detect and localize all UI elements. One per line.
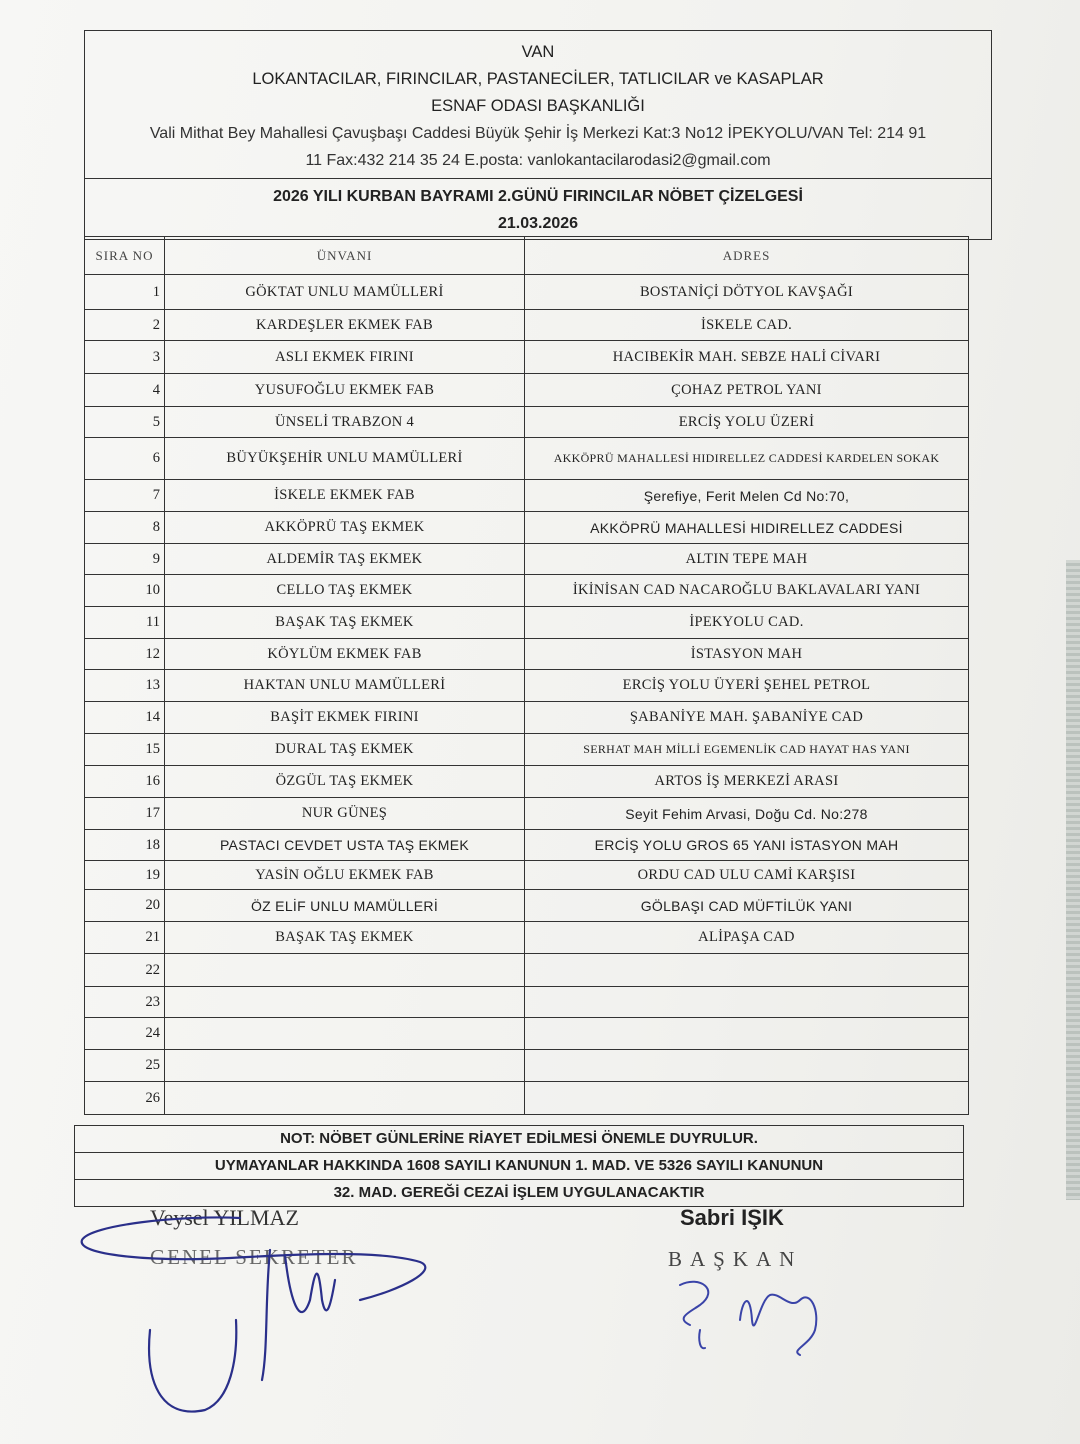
row-number: 15 — [85, 734, 165, 766]
bakery-name: PASTACI CEVDET USTA TAŞ EKMEK — [165, 830, 525, 861]
bakery-name: KARDEŞLER EKMEK FAB — [165, 310, 525, 341]
secretary-name: Veysel YILMAZ — [150, 1205, 299, 1230]
bakery-address: SERHAT MAH MİLLİ EGEMENLİK CAD HAYAT HAS YANI — [525, 734, 969, 766]
bakery-address: ARTOS İŞ MERKEZİ ARASI — [525, 766, 969, 798]
org-contact: 11 Fax:432 214 35 24 E.posta: vanlokantacilarodasi2@gmail.com — [305, 152, 771, 169]
bakery-name: ÖZ ELİF UNLU MAMÜLLERİ — [165, 890, 525, 922]
row-number: 20 — [85, 890, 165, 922]
bakery-address: ÇOHAZ PETROL YANI — [525, 374, 969, 407]
row-number: 13 — [85, 670, 165, 702]
note-line-3: 32. MAD. GEREĞİ CEZAİ İŞLEM UYGULANACAKTIR — [333, 1184, 705, 1201]
bakery-address: ALİPAŞA CAD — [525, 922, 969, 954]
row-number: 26 — [85, 1082, 165, 1115]
row-number: 14 — [85, 702, 165, 734]
bakery-address: ERCİŞ YOLU GROS 65 YANI İSTASYON MAH — [525, 830, 969, 861]
row-number: 24 — [85, 1018, 165, 1050]
column-header-address: ADRES — [525, 237, 969, 275]
bakery-name: ÜNSELİ TRABZON 4 — [165, 407, 525, 438]
row-number: 3 — [85, 341, 165, 374]
bakery-name: CELLO TAŞ EKMEK — [165, 575, 525, 607]
row-number: 7 — [85, 480, 165, 512]
row-number: 25 — [85, 1050, 165, 1082]
bakery-name: ALDEMİR TAŞ EKMEK — [165, 544, 525, 575]
bakery-name: ÖZGÜL TAŞ EKMEK — [165, 766, 525, 798]
row-number: 2 — [85, 310, 165, 341]
bakery-address: İPEKYOLU CAD. — [525, 607, 969, 639]
schedule-title-text: 2026 YILI KURBAN BAYRAMI 2.GÜNÜ FIRINCILAR NÖBET ÇİZELGESİ — [273, 188, 803, 205]
bakery-address: ERCİŞ YOLU ÜYERİ ŞEHEL PETROL — [525, 670, 969, 702]
row-number: 10 — [85, 575, 165, 607]
bakery-address: İKİNİSAN CAD NACAROĞLU BAKLAVALARI YANI — [525, 575, 969, 607]
row-number: 6 — [85, 438, 165, 480]
row-number: 16 — [85, 766, 165, 798]
bakery-address: Seyit Fehim Arvasi, Doğu Cd. No:278 — [525, 798, 969, 830]
org-name-line1: LOKANTACILAR, FIRINCILAR, PASTANECİLER, TATLICILAR ve KASAPLAR — [252, 70, 824, 88]
bakery-name: HAKTAN UNLU MAMÜLLERİ — [165, 670, 525, 702]
bakery-name: NUR GÜNEŞ — [165, 798, 525, 830]
row-number: 1 — [85, 275, 165, 310]
bakery-address: HACIBEKİR MAH. SEBZE HALİ CİVARI — [525, 341, 969, 374]
bakery-name: GÖKTAT UNLU MAMÜLLERİ — [165, 275, 525, 310]
bakery-address: GÖLBAŞI CAD MÜFTİLÜK YANI — [525, 890, 969, 922]
secretary-title: GENEL SEKRETER — [150, 1245, 358, 1269]
bakery-address: İSTASYON MAH — [525, 639, 969, 670]
org-name-line2: ESNAF ODASI BAŞKANLIĞI — [431, 97, 645, 115]
schedule-date: 21.03.2026 — [497, 215, 579, 232]
row-number: 21 — [85, 922, 165, 954]
row-number: 22 — [85, 954, 165, 987]
bakery-name: BAŞAK TAŞ EKMEK — [165, 607, 525, 639]
bakery-name: İSKELE EKMEK FAB — [165, 480, 525, 512]
bakery-name: AKKÖPRÜ TAŞ EKMEK — [165, 512, 525, 544]
bakery-name: BÜYÜKŞEHİR UNLU MAMÜLLERİ — [165, 438, 525, 480]
bakery-address: Şerefiye, Ferit Melen Cd No:70, — [525, 480, 969, 512]
row-number: 4 — [85, 374, 165, 407]
city-title: VAN — [521, 43, 555, 61]
bakery-address: BOSTANİÇİ DÖTYOL KAVŞAĞI — [525, 275, 969, 310]
bakery-name: KÖYLÜM EKMEK FAB — [165, 639, 525, 670]
row-number: 12 — [85, 639, 165, 670]
bakery-name: YUSUFOĞLU EKMEK FAB — [165, 374, 525, 407]
note-line-1: NOT: NÖBET GÜNLERİNE RİAYET EDİLMESİ ÖNEMLE DUYRULUR. — [75, 1126, 963, 1153]
row-number: 11 — [85, 607, 165, 639]
bakery-address: ERCİŞ YOLU ÜZERİ — [525, 407, 969, 438]
row-number: 8 — [85, 512, 165, 544]
president-name: Sabri IŞIK — [680, 1205, 784, 1230]
bakery-name: YASİN OĞLU EKMEK FAB — [165, 861, 525, 890]
row-number: 17 — [85, 798, 165, 830]
bakery-address: AKKÖPRÜ MAHALLESİ HIDIRELLEZ CADDESİ — [525, 512, 969, 544]
bakery-address: AKKÖPRÜ MAHALLESİ HIDIRELLEZ CADDESİ KARDELEN SOKAK — [525, 438, 969, 480]
secretary-signature-ink — [82, 1217, 426, 1411]
bakery-address: ŞABANİYE MAH. ŞABANİYE CAD — [525, 702, 969, 734]
column-header-name: ÜNVANI — [165, 237, 525, 275]
bakery-address: İSKELE CAD. — [525, 310, 969, 341]
row-number: 23 — [85, 987, 165, 1018]
row-number: 9 — [85, 544, 165, 575]
note-line-2: UYMAYANLAR HAKKINDA 1608 SAYILI KANUNUN 1. MAD. VE 5326 SAYILI KANUNUN — [75, 1153, 963, 1180]
row-number: 5 — [85, 407, 165, 438]
row-number: 19 — [85, 861, 165, 890]
bakery-name: ASLI EKMEK FIRINI — [165, 341, 525, 374]
president-signature-ink — [680, 1282, 816, 1355]
bakery-name: BAŞİT EKMEK FIRINI — [165, 702, 525, 734]
bakery-address: ALTIN TEPE MAH — [525, 544, 969, 575]
row-number: 18 — [85, 830, 165, 861]
org-address: Vali Mithat Bey Mahallesi Çavuşbaşı Caddesi Büyük Şehir İş Merkezi Kat:3 No12 İPEKYOLU/VAN Tel: 214 91 — [149, 125, 927, 142]
column-header-no: SIRA NO — [85, 237, 165, 275]
bakery-address: ORDU CAD ULU CAMİ KARŞISI — [525, 861, 969, 890]
president-title: BAŞKAN — [668, 1247, 803, 1271]
bakery-name: BAŞAK TAŞ EKMEK — [165, 922, 525, 954]
bakery-name: DURAL TAŞ EKMEK — [165, 734, 525, 766]
